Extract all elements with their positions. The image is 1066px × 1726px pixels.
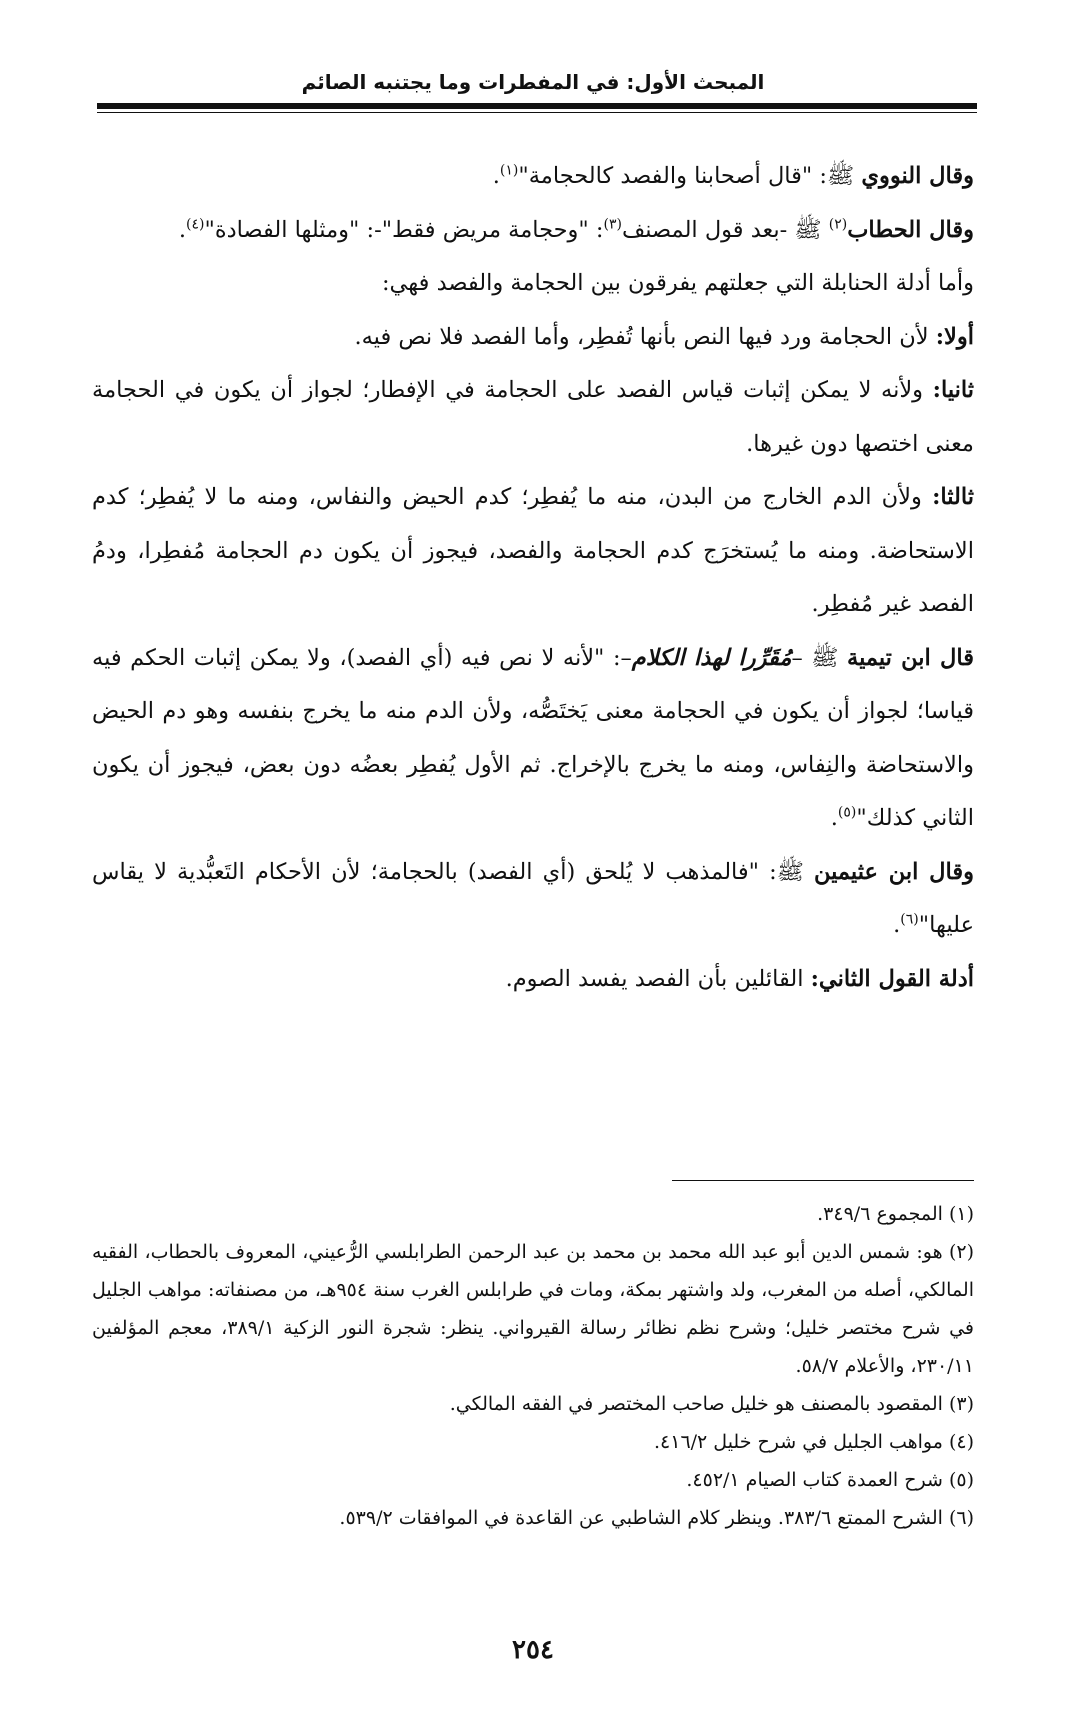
paragraph-text: ولأن الدم الخارج من البدن، منه ما يُفطِر؛ كدم الحيض والنفاس، ومنه ما لا يُفطِر؛ كدم الاستحاضة. ومنه ما يُستخرَج كدم الحجامة والفصد، فيجوز أن يكون دم الحجامة مُفطِرا، ودمُ الفصد غير مُفطِر. <box>92 484 974 617</box>
footnote: (٤) مواهب الجليل في شرح خليل ٤١٦/٢. <box>653 1431 974 1453</box>
quote-text: : "قال أصحابنا والفصد كالحجامة" <box>518 163 827 189</box>
paragraph-first <box>92 311 974 365</box>
point-label: أولا: <box>935 323 974 350</box>
footnote: (٥) شرح العمدة كتاب الصيام ٤٥٢/١. <box>686 1469 974 1491</box>
speaker-name: وقال النووي <box>861 163 974 189</box>
paragraph-text: لأن الحجامة ورد فيها النص بأنها تُفطِر، وأما الفصد فلا نص فيه. <box>354 323 936 350</box>
paragraph-second-opinion <box>92 953 974 1007</box>
quote-text: : "وحجامة مريض فقط"-: "ومثلها الفصادة" <box>204 216 604 243</box>
paragraph-text: القائلين بأن الفصد يفسد الصوم. <box>505 965 811 992</box>
footnote-separator <box>672 1180 974 1181</box>
header-rule-thin <box>97 112 977 113</box>
paragraph-text: وأما أدلة الحنابلة التي جعلتهم يفرقون بين الحجامة والفصد فهي: <box>381 270 974 296</box>
honorific: ﷺ <box>827 163 862 189</box>
paragraph-intro <box>92 257 974 311</box>
running-header: المبحث الأول: في المفطرات وما يجتنبه الصائم <box>301 70 765 94</box>
paragraph-ibn-taymiyyah <box>92 632 974 846</box>
paragraph-text: ولأنه لا يمكن إثبات قياس الفصد على الحجامة في الإفطار؛ لجواز أن يكون في الحجامة معنى اختصها دون غيرها. <box>92 377 974 457</box>
footnote-ref: (١) <box>499 162 519 179</box>
punctuation: . <box>893 912 901 938</box>
point-label: ثانيا: <box>932 377 974 403</box>
footnote: (١) المجموع ٣٤٩/٦. <box>817 1203 974 1225</box>
main-text <box>92 150 974 1006</box>
paragraph-third <box>92 471 974 632</box>
footnote-ref: (٤) <box>186 216 205 232</box>
speaker-name: قال ابن تيمية <box>847 644 975 671</box>
point-label: ثالثا: <box>932 484 974 510</box>
section-label: أدلة القول الثاني: <box>810 965 974 992</box>
page-number: ٢٥٤ <box>512 1635 554 1665</box>
footnote: (٣) المقصود بالمصنف هو خليل صاحب المختصر في الفقه المالكي. <box>449 1393 974 1415</box>
footnote-ref: (٦) <box>900 911 919 928</box>
paragraph-ibn-uthaymin <box>92 846 974 953</box>
paragraph-nawawi <box>92 150 974 204</box>
footnote-ref: (٥) <box>837 804 857 821</box>
honorific: ﷺ – <box>791 644 847 671</box>
paragraph-second <box>92 364 974 471</box>
quote-text: ﷺ: "فالمذهب لا يُلحق (أي الفصد) بالحجامة؛ لأن الأحكام التَعبُّدية لا يقاس عليها" <box>92 858 974 938</box>
footnote-ref: (٣) <box>603 216 622 232</box>
speaker-name: وقال الحطاب <box>847 216 974 243</box>
emphasis-text: مُقَرِّرا لهذا الكلام <box>631 644 792 671</box>
paragraph-hattab <box>92 204 974 258</box>
footnotes <box>92 1195 974 1537</box>
speaker-name: وقال ابن عثيمين <box>814 858 974 885</box>
punctuation: . <box>178 216 186 243</box>
paragraph-text: ﷺ -بعد قول المصنف <box>621 216 829 243</box>
footnote: (٢) هو: شمس الدين أبو عبد الله محمد بن محمد بن عبد الرحمن الطرابلسي الرُّعيني، المعروف بالحطاب، الفقيه المالكي، أصله من المغرب، ولد واشتهر بمكة، ومات في طرابلس الغرب سنة ٩٥٤هـ، من مصنفاته: مواهب الجليل في شرح مختصر خليل؛ وشرح نظم نظائر رسالة القيرواني. ينظر: شجرة النور الزكية ٣٨٩/١، معجم المؤلفين ٢٣٠/١١، والأعلام ٥٨/٧. <box>92 1241 975 1377</box>
footnote-ref: (٢) <box>828 216 848 232</box>
quote-text: –: "لأنه لا نص فيه (أي الفصد)، ولا يمكن إثبات الحكم فيه قياسا؛ لجواز أن يكون في الحجامة معنى يَختَصُّه، ولأن الدم منه ما يخرج بنفسه وهو دم الحيض والاستحاضة والنِفاس، ومنه ما يخرج بالإخراج. ثم الأول يُفطِر بعضُه دون بعض، فيجوز أن يكون الثاني كذلك" <box>92 644 974 831</box>
punctuation: . <box>492 163 500 189</box>
footnote: (٦) الشرح الممتع ٣٨٣/٦. وينظر كلام الشاطبي عن القاعدة في الموافقات ٥٣٩/٢. <box>339 1507 974 1529</box>
header-rule <box>97 103 977 109</box>
punctuation: . <box>830 805 838 831</box>
